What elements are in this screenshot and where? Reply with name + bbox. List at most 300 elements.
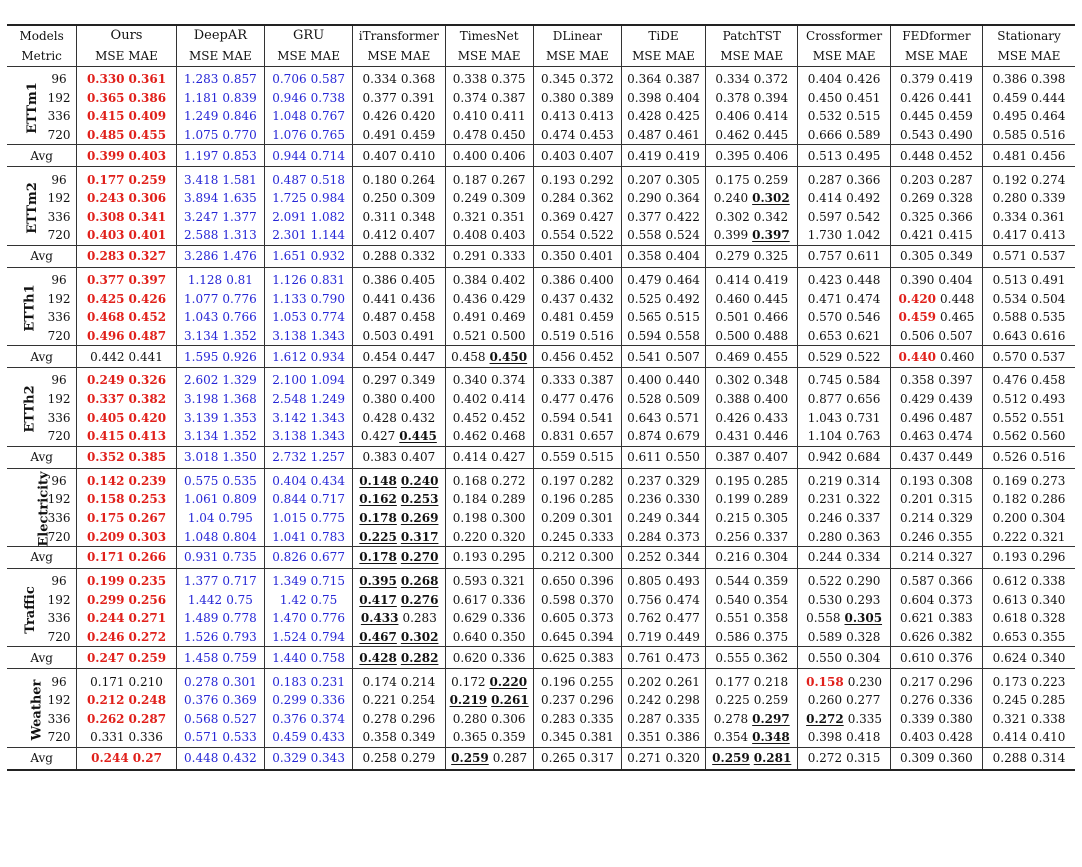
mae-value: 0.809: [222, 492, 257, 507]
mae-value: 0.571: [665, 410, 700, 425]
metric-cell: [264, 427, 352, 446]
mse-value: 0.412: [362, 228, 397, 243]
mse-value: 0.280: [452, 711, 488, 726]
metric-cell: [706, 107, 798, 126]
metric-cell: [353, 527, 445, 546]
mse-value: 0.491: [452, 310, 488, 325]
horizon-label: 336: [47, 510, 71, 525]
mse-value: 0.626: [900, 629, 935, 644]
mse-value: 0.570: [992, 349, 1028, 364]
metric-cell: [445, 67, 533, 89]
mse-value: 0.219: [807, 473, 843, 488]
metric-cell: [798, 226, 890, 245]
mse-value: 0.193: [541, 172, 576, 187]
mse-value: 0.593: [452, 574, 488, 589]
mse-value: 0.471: [807, 291, 843, 306]
metric-cell: [176, 368, 264, 390]
metric-cell: [983, 245, 1075, 267]
mse-value: 0.617: [452, 592, 488, 607]
mae-value: 0.376: [938, 650, 973, 665]
mae-value: 0.358: [753, 611, 789, 626]
mae-value: 0.469: [491, 310, 526, 325]
mse-value: 0.640: [452, 629, 488, 644]
mse-value: 0.305: [900, 249, 935, 264]
metric-cell: [445, 628, 533, 647]
mae-value: 0.793: [222, 629, 257, 644]
metric-cell: [445, 728, 533, 747]
mae-value: 0.537: [1031, 249, 1066, 264]
mae-value: 0.611: [846, 249, 881, 264]
mse-value: 2.091: [272, 209, 307, 224]
mse-value: 1.349: [272, 574, 307, 589]
metric-cell: [264, 289, 352, 308]
mae-value: 0.429: [491, 291, 526, 306]
mae-value: 0.341: [128, 209, 167, 224]
mae-value: 0.253: [400, 492, 439, 507]
metric-cell: [983, 647, 1075, 669]
metric-cell: [445, 390, 533, 409]
metric-cell: [77, 527, 177, 546]
mae-value: 0.558: [665, 328, 700, 343]
model-name-crossformer: Crossformer: [798, 25, 890, 46]
metric-cell: [890, 590, 982, 609]
mae-value: 0.551: [1031, 410, 1066, 425]
mae-value: 0.402: [491, 273, 526, 288]
mse-value: 0.192: [992, 172, 1028, 187]
mse-value: 0.456: [541, 349, 576, 364]
mse-value: 0.605: [541, 611, 576, 626]
mse-value: 0.302: [715, 209, 750, 224]
metric-cell: [983, 107, 1075, 126]
mse-value: 0.485: [86, 128, 125, 143]
mae-value: 0.335: [579, 711, 614, 726]
metric-cell: [77, 747, 177, 770]
mae-value: 0.387: [579, 373, 614, 388]
mae-value: 0.439: [938, 392, 973, 407]
metric-cell: [533, 468, 621, 490]
metric-cell: [798, 267, 890, 289]
data-row: [7, 308, 1075, 327]
dataset-name: ETTm2: [24, 182, 40, 234]
metric-cell: [983, 747, 1075, 770]
mse-value: 0.598: [541, 592, 576, 607]
metric-cell: [176, 669, 264, 691]
mae-value: 0.329: [938, 510, 973, 525]
metric-cell: [798, 747, 890, 770]
header-models-row: [7, 25, 1075, 46]
model-name-gru: GRU: [264, 25, 352, 46]
mse-value: 0.404: [807, 72, 843, 87]
mse-value: 0.477: [541, 392, 576, 407]
dataset-label: [7, 67, 42, 145]
mse-value: 0.280: [992, 191, 1028, 206]
mae-value: 0.407: [400, 450, 436, 464]
mse-value: 0.427: [360, 429, 396, 444]
mae-value: 0.344: [665, 510, 700, 525]
metric-cell: [176, 408, 264, 427]
data-row: [7, 568, 1075, 590]
mse-value: 0.844: [272, 492, 307, 507]
mae-value: 0.301: [222, 674, 257, 689]
mse-value: 0.297: [362, 373, 397, 388]
mae-value: 0.394: [753, 90, 789, 105]
mae-value: 0.329: [665, 473, 700, 488]
mse-value: 0.522: [807, 574, 843, 589]
mse-value: 0.350: [541, 249, 576, 264]
metric-cell: [264, 189, 352, 208]
mse-value: 0.585: [992, 128, 1028, 143]
mae-value: 0.460: [940, 349, 975, 364]
metric-cell: [621, 647, 705, 669]
mse-value: 0.610: [900, 650, 935, 665]
mae-value: 0.325: [753, 249, 789, 264]
mse-value: 1.526: [184, 629, 219, 644]
model-name-tide: TiDE: [621, 25, 705, 46]
mse-value: 1.041: [272, 529, 307, 544]
mse-value: 0.377: [362, 90, 397, 105]
mse-value: 0.501: [715, 310, 750, 325]
mse-value: 3.018: [184, 450, 219, 464]
metric-cell: [533, 390, 621, 409]
mae-value: 0.397: [128, 273, 167, 288]
mae-value: 0.459: [579, 310, 614, 325]
mae-value: 0.327: [938, 550, 973, 565]
metric-cell: [983, 446, 1075, 468]
metric-cell: [353, 167, 445, 189]
metric-cell: [533, 691, 621, 710]
data-row: [7, 609, 1075, 628]
metric-cell: [533, 728, 621, 747]
metric-cell: [798, 189, 890, 208]
results-body: [7, 67, 1075, 770]
mae-value: 0.515: [846, 109, 881, 124]
mae-value: 0.362: [579, 191, 614, 206]
metric-cell: [983, 590, 1075, 609]
mse-value: 1.249: [184, 109, 219, 124]
mse-value: 0.284: [541, 191, 576, 206]
mae-value: 0.259: [128, 172, 167, 187]
mse-value: 1.133: [272, 291, 307, 306]
metric-cell: [798, 509, 890, 528]
metric-cell: [264, 468, 352, 490]
mse-value: 0.278: [713, 711, 749, 726]
mse-value: 0.169: [992, 473, 1028, 488]
metric-cell: [706, 167, 798, 189]
mse-value: 3.134: [184, 328, 219, 343]
metric-cell: [798, 490, 890, 509]
dataset-name: Electricity: [36, 471, 52, 547]
mse-value: 1.283: [184, 72, 219, 87]
metric-cell: [445, 669, 533, 691]
mse-value: 0.252: [627, 550, 662, 565]
metric-cell: [533, 527, 621, 546]
mse-value: 0.462: [452, 429, 488, 444]
mae-value: 0.447: [400, 349, 436, 364]
mae-value: 0.767: [310, 109, 345, 124]
mae-value: 0.400: [753, 392, 789, 407]
mse-value: 0.761: [627, 650, 662, 665]
metric-cell: [176, 145, 264, 167]
metric-cell: [706, 468, 798, 490]
mae-value: 0.684: [846, 450, 881, 464]
mae-value: 0.560: [1031, 429, 1066, 444]
mae-value: 0.853: [222, 148, 257, 163]
mae-value: 0.516: [579, 328, 614, 343]
metric-cell: [445, 327, 533, 346]
dataset-name: Weather: [29, 679, 45, 741]
mae-value: 0.427: [579, 209, 614, 224]
mae-value: 0.375: [753, 629, 789, 644]
mse-value: 0.462: [715, 128, 750, 143]
metric-cell: [176, 327, 264, 346]
metric-cell: [533, 145, 621, 167]
data-row: [7, 408, 1075, 427]
mse-value: 0.171: [90, 674, 125, 689]
mse-value: 0.544: [715, 574, 750, 589]
mae-value: 0.336: [938, 693, 973, 708]
metric-cell: [353, 709, 445, 728]
metric-cell: [890, 145, 982, 167]
metric-cell: [533, 327, 621, 346]
mae-value: 0.389: [579, 90, 614, 105]
mse-value: 0.337: [86, 392, 125, 407]
metric-cell: [77, 145, 177, 167]
mse-value: 3.139: [184, 410, 219, 425]
mse-value: 0.428: [627, 109, 662, 124]
mse-value: 0.212: [541, 550, 576, 565]
metric-cell: [77, 446, 177, 468]
metric-cell: [621, 245, 705, 267]
dataset-name: ETTm1: [24, 81, 40, 134]
data-row: [7, 590, 1075, 609]
mae-value: 0.413: [128, 429, 167, 444]
horizon-label: 96: [51, 373, 67, 388]
mae-value: 0.535: [1031, 310, 1066, 325]
mae-value: 0.220: [489, 674, 528, 689]
mae-value: 0.504: [1031, 291, 1066, 306]
mse-value: 0.290: [627, 191, 662, 206]
metric-cell: [445, 691, 533, 710]
dataset-label: [7, 669, 45, 747]
mae-value: 0.27: [132, 751, 162, 766]
mae-value: 0.349: [400, 730, 436, 745]
mse-value: 0.214: [900, 550, 935, 565]
mae-value: 0.657: [579, 429, 614, 444]
mae-value: 0.394: [579, 629, 614, 644]
mse-value: 0.178: [359, 550, 397, 565]
mse-value: 0.272: [806, 711, 844, 726]
mae-value: 0.763: [846, 429, 881, 444]
mae-value: 0.420: [128, 410, 167, 425]
metric-cell: [264, 126, 352, 145]
mae-value: 1.352: [222, 429, 257, 444]
metric-cell: [706, 408, 798, 427]
mse-value: 0.519: [541, 328, 576, 343]
metric-cell: [533, 107, 621, 126]
mse-value: 0.612: [992, 574, 1028, 589]
horizon-label: 336: [47, 209, 71, 224]
mse-value: 0.666: [807, 128, 843, 143]
metric-cell: [706, 390, 798, 409]
metric-pair: MSE MAE: [77, 46, 177, 67]
mae-value: 0.451: [846, 90, 881, 105]
mae-value: 0.328: [1031, 611, 1066, 626]
metric-cell: [176, 568, 264, 590]
mae-value: 0.348: [753, 373, 789, 388]
mae-value: 0.546: [846, 310, 881, 325]
mse-value: 0.643: [992, 328, 1028, 343]
data-row: [7, 126, 1075, 145]
mse-value: 0.333: [541, 373, 576, 388]
metric-cell: [264, 208, 352, 227]
data-row: [7, 709, 1075, 728]
mse-value: 0.271: [627, 751, 662, 766]
mae-value: 0.715: [310, 574, 345, 589]
mse-value: 0.452: [452, 410, 488, 425]
metric-cell: [798, 107, 890, 126]
mae-value: 1.313: [222, 228, 257, 243]
mse-value: 0.420: [898, 291, 937, 306]
mse-value: 0.245: [541, 529, 576, 544]
metric-cell: [983, 67, 1075, 89]
metric-cell: [798, 368, 890, 390]
mae-value: 0.491: [400, 328, 436, 343]
metric-cell: [445, 267, 533, 289]
metric-cell: [77, 669, 177, 691]
metric-cell: [264, 527, 352, 546]
metric-cell: [176, 509, 264, 528]
mse-value: 0.217: [900, 674, 935, 689]
metric-cell: [353, 509, 445, 528]
data-row: [7, 669, 1075, 691]
mse-value: 0.440: [898, 349, 937, 364]
mae-value: 0.487: [128, 328, 167, 343]
metric-cell: [445, 89, 533, 108]
mse-value: 0.423: [807, 273, 843, 288]
metric-cell: [533, 408, 621, 427]
metric-cell: [890, 89, 982, 108]
mae-value: 0.333: [579, 529, 614, 544]
mae-value: 0.386: [128, 90, 167, 105]
mse-value: 0.613: [992, 592, 1028, 607]
mae-value: 0.414: [491, 392, 526, 407]
mse-value: 0.877: [807, 392, 843, 407]
mse-value: 0.400: [627, 373, 662, 388]
mse-value: 0.386: [362, 273, 397, 288]
mse-value: 1.651: [272, 249, 307, 264]
metric-cell: [621, 107, 705, 126]
mse-value: 0.250: [362, 191, 397, 206]
mae-value: 0.373: [579, 611, 614, 626]
mae-value: 0.434: [310, 473, 345, 488]
mae-value: 0.290: [846, 574, 881, 589]
metric-cell: [706, 346, 798, 368]
metric-cell: [890, 709, 982, 728]
mse-value: 0.558: [627, 228, 662, 243]
mse-value: 0.532: [807, 109, 843, 124]
metric-cell: [798, 546, 890, 568]
mae-value: 0.306: [491, 711, 526, 726]
mae-value: 0.259: [753, 172, 789, 187]
mae-value: 0.293: [846, 592, 881, 607]
metric-cell: [983, 728, 1075, 747]
mse-value: 0.219: [449, 693, 488, 708]
metric-cell: [621, 709, 705, 728]
data-row: [7, 208, 1075, 227]
horizon-label: 192: [47, 90, 71, 105]
mse-value: 0.487: [362, 310, 397, 325]
metric-cell: [445, 167, 533, 189]
mse-value: 0.417: [992, 228, 1028, 243]
mse-value: 0.586: [715, 629, 750, 644]
mae-value: 0.235: [128, 574, 167, 589]
mse-value: 0.448: [900, 148, 935, 163]
horizon-label: 96: [51, 674, 67, 689]
mae-value: 0.320: [665, 751, 700, 766]
mse-value: 0.265: [541, 751, 576, 766]
metric-cell: [176, 490, 264, 509]
mae-value: 0.315: [846, 751, 881, 766]
mse-value: 0.426: [362, 109, 397, 124]
mae-value: 0.370: [579, 592, 614, 607]
mae-value: 0.285: [753, 473, 789, 488]
horizon-label: 192: [47, 392, 71, 407]
mae-value: 1.343: [310, 429, 345, 444]
mse-value: 0.874: [627, 429, 662, 444]
mse-value: 0.428: [359, 650, 397, 665]
mse-value: 0.706: [272, 72, 307, 87]
metric-cell: [983, 669, 1075, 691]
mse-value: 0.445: [900, 109, 935, 124]
mse-value: 0.645: [541, 629, 576, 644]
mse-value: 0.168: [452, 473, 488, 488]
metric-cell: [77, 89, 177, 108]
mse-value: 0.521: [452, 328, 488, 343]
metric-cell: [176, 468, 264, 490]
mse-value: 1.725: [272, 191, 307, 206]
metric-cell: [706, 728, 798, 747]
model-name-dlinear: DLinear: [533, 25, 621, 46]
mae-value: 0.342: [753, 209, 789, 224]
metric-cell: [445, 609, 533, 628]
mse-value: 0.244: [807, 550, 843, 565]
metric-cell: [798, 245, 890, 267]
mae-value: 0.419: [753, 273, 789, 288]
mse-value: 0.287: [627, 711, 662, 726]
metric-cell: [890, 609, 982, 628]
metric-cell: [77, 427, 177, 446]
mae-value: 0.775: [310, 510, 345, 525]
metric-cell: [533, 245, 621, 267]
mae-value: 0.296: [400, 711, 436, 726]
mae-value: 0.304: [753, 550, 789, 565]
metric-cell: [533, 568, 621, 590]
avg-row: [7, 546, 1075, 568]
metric-cell: [706, 647, 798, 669]
mae-value: 1.249: [310, 392, 345, 407]
metric-cell: [176, 67, 264, 89]
data-row: [7, 267, 1075, 289]
mse-value: 2.301: [272, 228, 307, 243]
mse-value: 1.061: [184, 492, 219, 507]
metric-cell: [706, 490, 798, 509]
mae-value: 0.273: [1031, 473, 1066, 488]
metric-cell: [798, 468, 890, 490]
mae-value: 0.374: [491, 373, 526, 388]
mse-value: 0.555: [715, 650, 750, 665]
mae-value: 0.301: [579, 510, 614, 525]
metric-cell: [890, 408, 982, 427]
